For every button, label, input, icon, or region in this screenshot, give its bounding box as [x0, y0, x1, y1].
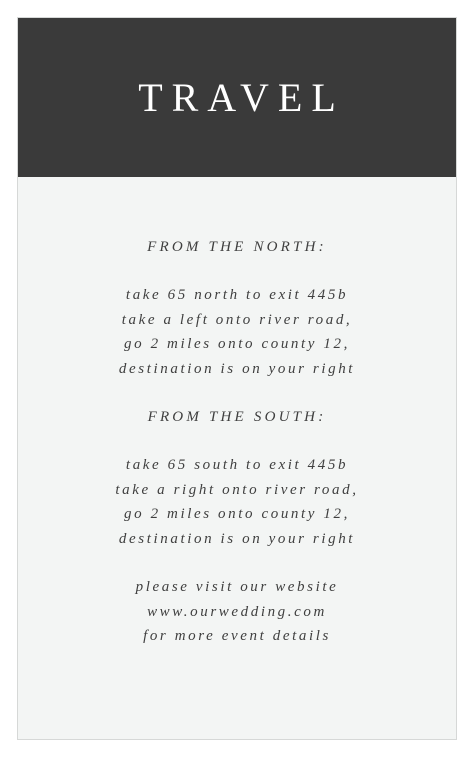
south-heading: FROM THE SOUTH:: [147, 409, 327, 425]
card-body: [18, 177, 456, 649]
south-line: take a right onto river road,: [115, 481, 359, 498]
north-line: go 2 miles onto county 12,: [124, 336, 350, 352]
travel-card: [17, 17, 457, 740]
north-line: take a left onto river road,: [121, 311, 353, 328]
card-header: [18, 18, 456, 177]
north-line: take 65 north to exit 445b: [125, 287, 349, 303]
south-directions: [18, 453, 456, 551]
website-line: for more event details: [143, 628, 331, 644]
website-line: please visit our website: [135, 579, 339, 595]
south-line: destination is on your right: [118, 530, 356, 547]
north-line: destination is on your right: [118, 360, 356, 377]
card-title: TRAVEL: [138, 74, 345, 120]
south-line: take 65 south to exit 445b: [125, 457, 349, 473]
south-line: go 2 miles onto county 12,: [124, 506, 350, 522]
north-directions: [18, 283, 456, 381]
north-heading: FROM THE NORTH:: [147, 239, 327, 255]
website-url: www.ourwedding.com: [147, 603, 327, 620]
website-note: [18, 575, 456, 649]
